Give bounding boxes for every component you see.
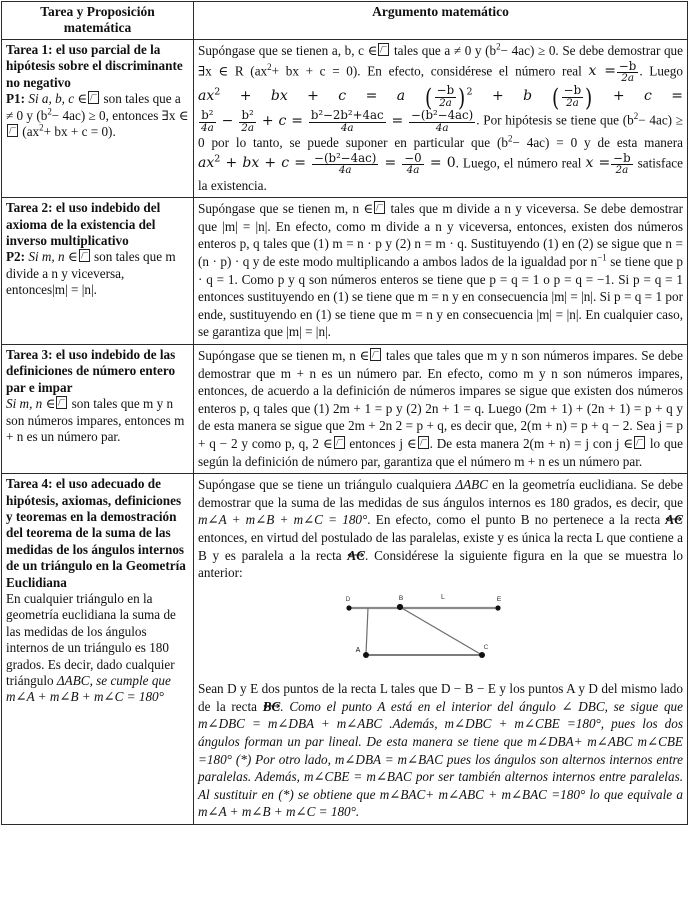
frac-num: −(b²−4ac) bbox=[411, 108, 474, 123]
tarea-2-prop-label: P2: bbox=[6, 249, 26, 265]
geometry-figure-svg bbox=[316, 586, 566, 674]
tarea-4-argument-part1 bbox=[198, 476, 683, 582]
line-ac-label: AC bbox=[347, 547, 366, 563]
cell-tarea-1-argumento bbox=[194, 40, 688, 198]
equation-expanded-fractions: $\frac{\text{b²}}{4a}$ − $\frac{\text{b²}}{2a}$ + c = $\frac{\text{b²−2b²+4ac}}{4a}$ = $\frac{\text{−(b²−4ac)}}{4a}$ bbox=[201, 108, 474, 135]
superscript-2: 2 bbox=[496, 41, 501, 52]
arg1-seg-e: . Luego bbox=[639, 62, 683, 78]
line-bc-label: BC bbox=[262, 698, 281, 714]
arg1-seg-d: + bx + c = 0). En efecto, considérese el número real bbox=[271, 62, 582, 78]
arg1-seg-b: tales que a ≠ 0 y (b bbox=[393, 43, 497, 58]
table-header-row bbox=[2, 2, 688, 40]
frac-num: −b bbox=[618, 58, 637, 73]
real-set-box-icon bbox=[88, 91, 99, 104]
tarea-2-prop-rest: son tales que m divide a n y viceversa, entonces|m| = |n|. bbox=[6, 249, 176, 298]
arg1-seg-h: − 4ac) = 0 y de esta manera bbox=[512, 135, 683, 151]
tarea-1-prop-italic: Si a, b, c ∈ bbox=[28, 91, 88, 107]
arg1-seg-a: Supóngase que se tienen a, b, c ∈ bbox=[198, 43, 378, 58]
tarea-3-argument bbox=[198, 347, 683, 470]
frac-den: 4a bbox=[201, 122, 214, 135]
svg-text:B: B bbox=[398, 594, 403, 602]
arg3-seg-e: lo que según la definición de número par, garantiza que el número m + n es un número par. bbox=[198, 435, 684, 469]
document-page bbox=[0, 1, 688, 901]
column-header-tarea-proposicion: Tarea y Proposición matemática bbox=[2, 2, 194, 40]
tarea-1-prop-label: P1: bbox=[6, 91, 26, 107]
frac-den: 4a bbox=[340, 122, 354, 135]
real-set-box-icon bbox=[378, 43, 389, 56]
arg4-seg-f: entonces, en virtud del postulado de las paralelas, existe y es única la recta L que contiene a B y es paralela a la recta bbox=[198, 529, 683, 563]
tarea-1-proposition bbox=[6, 91, 189, 140]
frac-den: 4a bbox=[406, 164, 420, 177]
table-row bbox=[2, 474, 688, 825]
svg-text:L: L bbox=[440, 593, 445, 601]
arg1-seg-g: − 4ac) ≥ 0 por lo tanto, se puede suponer en particular que (b bbox=[198, 112, 684, 151]
superscript-2: 2 bbox=[39, 122, 44, 133]
tarea-4-body-a: En cualquier triángulo en la geometría euclidiana la suma de las medidas de los ángulos internos de un triángulo es 180 grados. Es decir, dado cualquier triángulo bbox=[6, 590, 176, 688]
arg1-seg-i: . Luego, el número real bbox=[455, 155, 582, 171]
line-ac-label: AC bbox=[665, 512, 683, 528]
tarea-4-body-c: , se cumple que m∠A + m∠B + m∠C = 180° bbox=[6, 673, 171, 705]
equation-final-zero: $ax^2$ + bx + c = $\frac{\text{−(b²−4ac)}}{4a}$ = $\frac{-0}{4a}$ = 0 bbox=[198, 150, 456, 177]
tarea-4-title: Tarea 4: el uso adecuado de hipótesis, axiomas, definiciones y teoremas en la demostración del teorema de la suma de las medidas de los ángulos internos de un triángulo en la Geometría Euclidiana bbox=[6, 476, 186, 590]
table-row bbox=[2, 40, 688, 198]
frac-num: b² bbox=[199, 109, 216, 123]
line-ac-overline-arrow bbox=[347, 547, 365, 565]
arg2-seg-b: tales que m divide a n y viceversa. Se debe demostrar que |m| = |n|. En efecto, como m divide a n y viceversa, entonces, existen dos números enteros p, q tales que (1) m = n · p y (2) n = m · q. Sustituyendo (1) en (2) se sigue que n = (n · p) · q y de este modo multiplicando a ambos lados de la igualdad por n bbox=[198, 201, 683, 269]
tarea-2-proposition bbox=[6, 249, 189, 298]
arg4-p2-a: Sean D y E dos puntos de la recta L tales que D − B − E y los puntos A y D del mismo lado de la recta bbox=[198, 681, 683, 714]
arg4-p2-b: . Como el punto A está en el interior del ángulo ∠ DBC, se sigue que m∠DBC = m∠DBA + m∠ABC .Además, m∠DBC + m∠CBE =180°, pues los dos ángulos forman un par lineal. De esta manera se tiene que m∠DBA+ m∠ABC m∠CBE =180° (*) Por otro lado, m∠DBA = m∠BAC pues los ángulos son alternos internos entre paralelas. Además, m∠CBE = m∠BAC por ser también alternos internos entre paralelas. Al sustituir en (*) se obtiene que m∠BAC+ m∠ABC + m∠BAC =180° lo que equivale a m∠A + m∠B + m∠C = 180°. bbox=[198, 698, 683, 820]
tarea-2-title: Tarea 2: el uso indebido del axioma de la existencia del inverso multiplicativo bbox=[6, 200, 161, 249]
integer-set-box-icon bbox=[418, 436, 429, 449]
tarea-3-title: Tarea 3: el uso indebido de las definiciones de número entero par e impar bbox=[6, 346, 176, 395]
tarea-1-prop-rest-4: + bx + c = 0). bbox=[43, 124, 116, 140]
tarea-1-prop-rest-2: − 4ac) ≥ 0, entonces ∃x ∈ bbox=[51, 107, 189, 123]
line-ac-overline-arrow bbox=[665, 511, 683, 529]
arg2-seg-c: se tiene que p · q = 1. Como p y q son números enteros se tiene que p = q = 1 o p = q = −1. Si p = q = 1 entonces sustituyendo en (1) se tiene que m = n y en consecuencia |m| = |n|. Si p = q = 1 por ende, sustituyendo en (1) se tiene que m = n y en consecuencia |m| = |n|. En cualquier caso, se garantiza que |m| = |n|. bbox=[198, 254, 684, 340]
tarea-2-prop-italic: Si m, n ∈ bbox=[28, 249, 78, 265]
tarea-3-prop-italic-a: Si m, n ∈ bbox=[6, 396, 56, 412]
tarea-1-prop-rest-1: son tales que a ≠ 0 y (b bbox=[6, 91, 181, 123]
tarea-2-argument bbox=[198, 200, 683, 341]
arg4-seg-a: Supóngase que se tiene un triángulo cualquiera bbox=[198, 477, 452, 493]
tarea-4-body bbox=[6, 591, 189, 706]
table-row bbox=[2, 344, 688, 473]
table-row bbox=[2, 198, 688, 345]
tarea-3-prop-rest: y n son números impares, entonces m + n es un número par. bbox=[6, 396, 185, 444]
line-bc-overline-arrow bbox=[263, 698, 281, 716]
integer-set-box-icon bbox=[634, 436, 645, 449]
arg2-seg-a: Supóngase que se tienen m, n ∈ bbox=[198, 201, 374, 217]
frac-num: −(b²−4ac) bbox=[314, 150, 377, 165]
cell-tarea-2-argumento bbox=[194, 198, 688, 345]
arg4-seg-e: . En efecto, como el punto B no pertenece a la recta bbox=[367, 512, 661, 528]
frac-den: 2a bbox=[241, 122, 254, 135]
svg-text:C: C bbox=[483, 643, 488, 651]
arg3-seg-c: entonces j ∈ bbox=[349, 435, 417, 451]
tasks-arguments-table bbox=[1, 1, 688, 825]
frac-num: b²−2b²+4ac bbox=[310, 108, 384, 123]
arg3-seg-d: . De esta manera 2(m + n) = j con j ∈ bbox=[429, 435, 634, 451]
arg1-seg-c: − 4ac) ≥ 0. Se debe demostrar que ∃x ∈ R (ax bbox=[198, 43, 684, 78]
tarea-3-prop-italic-b: son tales que m bbox=[71, 396, 154, 412]
integer-set-box-icon bbox=[370, 348, 381, 361]
frac-num: b² bbox=[239, 109, 256, 123]
equation-x-solution: x = $\frac{-b}{2a}$ bbox=[585, 150, 631, 177]
cell-tarea-4-proposicion bbox=[2, 474, 194, 825]
superscript-2: 2 bbox=[47, 106, 52, 117]
integer-set-box-icon bbox=[374, 201, 385, 214]
arg3-seg-b: tales que tales que m y n son números impares. Se debe demostrar que m + n es un número par. En efecto, como m y n son números impares, entonces, de acuerdo a la definición de números impares se sigue que existen dos números enteros p, q tales que (1) 2m + 1 = p y (2) 2n + 1 = q. Luego (2m + 1) + (2n + 1) = p + q y de esta manera se sigue que 2m + 2n 2 = p + q, es decir que, 2(m + n) = p + q − 2. Sea j = p + q − 2 y como p, q, 2 ∈ bbox=[198, 347, 684, 451]
integer-set-box-icon bbox=[56, 396, 67, 409]
superscript-2: 2 bbox=[267, 61, 272, 72]
arg3-seg-a: Supóngase que se tienen m, n ∈ bbox=[198, 347, 370, 363]
frac-num: −b bbox=[613, 150, 631, 165]
tarea-4-argument-part2 bbox=[198, 680, 683, 821]
tarea-4-triangle-abc: ΔABC bbox=[56, 673, 90, 688]
arg4-triangle-abc: ΔABC bbox=[455, 477, 489, 493]
tarea-1-argument bbox=[198, 42, 683, 194]
svg-text:A: A bbox=[355, 646, 360, 654]
frac-den: 4a bbox=[338, 164, 352, 177]
real-set-box-icon bbox=[7, 124, 18, 137]
arg1-seg-f: . Por hipótesis se tiene que (b bbox=[476, 112, 634, 128]
arg4-angle-sum: m∠A + m∠B + m∠C = 180° bbox=[198, 512, 368, 528]
svg-text:E: E bbox=[496, 595, 501, 603]
cell-tarea-4-argumento bbox=[194, 474, 688, 825]
tarea-1-title: Tarea 1: el uso parcial de la hipótesis sobre el discriminante no negativo bbox=[6, 42, 183, 90]
geometry-figure-triangle-parallel-line bbox=[198, 582, 683, 681]
cell-tarea-3-proposicion bbox=[2, 344, 194, 473]
tarea-1-prop-rest-3: (ax bbox=[22, 124, 40, 140]
column-header-argumento: Argumento matemático bbox=[194, 2, 688, 40]
arg1-seg-j: satisface la existencia. bbox=[198, 155, 684, 193]
frac-num: −0 bbox=[404, 150, 422, 165]
superscript-minus-1: −1 bbox=[597, 252, 607, 263]
frac-den: 2a bbox=[615, 164, 629, 177]
equation-quadratic-substitution: $ax^2$ + bx + c = a ( $\frac{-b}{2a}$ )$^2$ + b ( $\frac{-b}{2a}$ ) + c = bbox=[198, 83, 683, 113]
arg4-seg-g: . Considérese la siguiente figura en la que se muestra lo anterior: bbox=[198, 547, 683, 581]
frac-den: 2a bbox=[621, 72, 634, 85]
cell-tarea-3-argumento bbox=[194, 344, 688, 473]
frac-den: 4a bbox=[435, 122, 449, 135]
cell-tarea-2-proposicion bbox=[2, 198, 194, 345]
svg-text:D: D bbox=[345, 595, 350, 603]
superscript-2: 2 bbox=[507, 133, 513, 144]
cell-tarea-1-proposicion bbox=[2, 40, 194, 198]
tarea-3-proposition bbox=[6, 396, 189, 445]
equation-x-equals-minus-b-over-2a: x = $\frac{-b}{2a}$ bbox=[588, 58, 637, 85]
integer-set-box-icon bbox=[334, 436, 345, 449]
arg4-seg-c: en la geometría euclidiana. Se debe demostrar que la suma de las medidas de sus ángulos internos es 180 grados, es decir, que bbox=[198, 477, 683, 510]
integer-set-box-icon bbox=[79, 249, 90, 262]
superscript-2: 2 bbox=[633, 111, 639, 122]
